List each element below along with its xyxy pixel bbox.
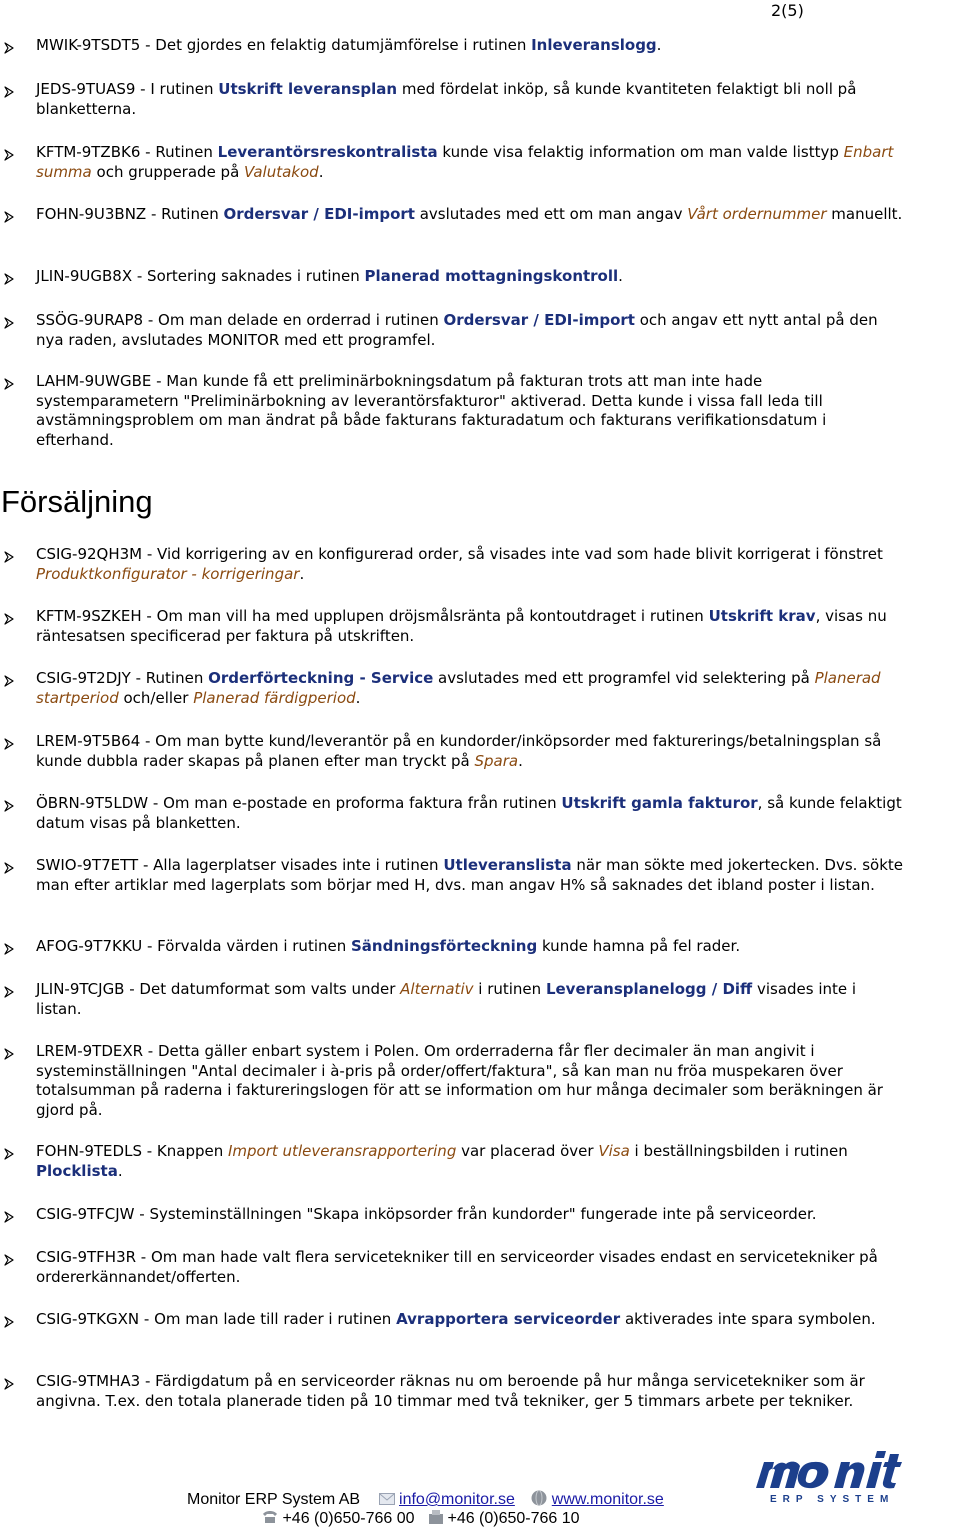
list-item <box>0 36 905 56</box>
text-segment: SWIO-9T7ETT - Alla lagerplatser visades inte i rutinen <box>36 856 444 874</box>
footer-line-2 <box>262 1510 580 1528</box>
text-segment: LREM-9T5B64 - Om man bytte kund/leverantör på en kundorder/inköpsorder med fakturerings/betalningsplan så kunde dubbla rader skapas på planen efter man tryckt på <box>36 732 882 770</box>
field-name: Planerad startperiod <box>36 669 881 707</box>
routine-name: Utskrift krav <box>708 607 816 625</box>
text-segment: AFOG-9T7KKU - Förvalda värden i rutinen <box>36 937 351 955</box>
text-segment: visades inte i listan. <box>36 980 857 1018</box>
item-text <box>36 1372 905 1411</box>
text-segment: JLIN-9UGB8X - Sortering saknades i rutinen <box>36 267 365 285</box>
arrow-bullet-icon <box>3 1252 15 1264</box>
text-segment: JLIN-9TCJGB - Det datumformat som valts under <box>36 980 401 998</box>
routine-name: Leverantörsreskontralista <box>217 143 438 161</box>
text-segment: i beställningsbilden i rutinen <box>629 1142 848 1160</box>
text-segment: CSIG-9TMHA3 - Färdigdatum på en serviceorder räknas nu om beroende på hur många servicetekniker som är angivna. T.ex. den totala planerade tiden på 10 timmar med två tekniker, ger 5 timmars arbete per tekniker. <box>36 1372 865 1410</box>
item-text <box>36 669 905 708</box>
mail-icon <box>379 1493 395 1505</box>
text-segment: kunde hamna på fel rader. <box>537 937 741 955</box>
globe-icon <box>531 1490 547 1506</box>
text-segment: JEDS-9TUAS9 - I rutinen <box>36 80 219 98</box>
arrow-bullet-icon <box>3 1209 15 1221</box>
text-segment: , visas nu räntesatsen specificerad per faktura på utskriften. <box>36 607 887 645</box>
arrow-bullet-icon <box>3 1376 15 1388</box>
text-segment: CSIG-9TKGXN - Om man lade till rader i rutinen <box>36 1310 397 1328</box>
arrow-bullet-icon <box>3 376 15 388</box>
routine-name: Plocklista <box>36 1161 118 1180</box>
item-text <box>36 937 905 957</box>
arrow-bullet-icon <box>3 984 15 996</box>
field-name: Alternativ <box>400 980 474 998</box>
text-segment: aktiverades inte spara symbolen. <box>620 1310 876 1328</box>
text-segment: . <box>518 751 523 770</box>
field-name: Import utleveransrapportering <box>228 1142 457 1160</box>
routine-name: Avrapportera serviceorder <box>396 1310 621 1328</box>
item-text <box>36 980 905 1019</box>
item-text <box>36 1248 905 1287</box>
item-text <box>36 267 905 287</box>
arrow-bullet-icon <box>3 209 15 221</box>
text-segment: FOHN-9U3BNZ - Rutinen <box>36 205 224 223</box>
text-segment: . <box>618 267 623 285</box>
website-link[interactable]: www.monitor.se <box>551 1491 664 1508</box>
arrow-bullet-icon <box>3 1314 15 1326</box>
item-text <box>36 1205 905 1225</box>
item-text <box>36 143 905 182</box>
list-item <box>0 1372 905 1411</box>
text-segment: manuellt. <box>826 205 903 223</box>
text-segment: , så kunde felaktigt datum visas på blanketten. <box>36 794 902 832</box>
text-segment: och angav ett nytt antal på den nya raden, avslutades MONITOR med ett programfel. <box>36 311 878 349</box>
text-segment: KFTM-9SZKEH - Om man vill ha med upplupen dröjsmålsränta på kontoutdraget i rutinen <box>36 607 709 625</box>
arrow-bullet-icon <box>3 271 15 283</box>
item-text <box>36 36 905 56</box>
list-item <box>0 1042 905 1120</box>
text-segment: kunde visa felaktig information om man valde listtyp <box>437 143 844 161</box>
company-name: Monitor ERP System AB <box>187 1491 361 1508</box>
routine-name: Planerad mottagningskontroll <box>364 267 619 285</box>
text-segment: ÖBRN-9T5LDW - Om man e-postade en proforma faktura från rutinen <box>36 794 562 812</box>
routine-name: Ordersvar / EDI-import <box>223 205 415 223</box>
text-segment: . <box>117 1161 123 1180</box>
list-item <box>0 607 905 646</box>
text-segment: avslutades med ett programfel vid selektering på <box>433 669 815 687</box>
item-text <box>36 1310 905 1330</box>
list-item <box>0 205 905 225</box>
arrow-bullet-icon <box>3 860 15 872</box>
footer-line-1 <box>187 1490 664 1509</box>
page-number: 2(5) <box>771 1 804 20</box>
text-segment: CSIG-9TFH3R - Om man hade valt flera servicetekniker till en serviceorder visades endast en servicetekniker på ordererkännandet/offerten. <box>36 1248 878 1286</box>
list-item <box>0 1248 905 1287</box>
field-name: Planerad färdigperiod <box>193 688 356 707</box>
text-segment: i rutinen <box>473 980 546 998</box>
routine-name: Orderförteckning - Service <box>208 669 434 687</box>
item-text <box>36 1142 905 1181</box>
text-segment: . <box>656 36 662 54</box>
email-link[interactable]: info@monitor.se <box>399 1491 515 1508</box>
text-segment: . <box>318 162 324 181</box>
routine-name: Leveransplanelogg / Diff <box>545 980 753 998</box>
phone-icon <box>262 1510 278 1524</box>
arrow-bullet-icon <box>3 798 15 810</box>
routine-name: Inleveranslogg <box>531 36 657 54</box>
arrow-bullet-icon <box>3 549 15 561</box>
arrow-bullet-icon <box>3 736 15 748</box>
arrow-bullet-icon <box>3 147 15 159</box>
fax-number: +46 (0)650-766 10 <box>447 1510 580 1527</box>
phone-number: +46 (0)650-766 00 <box>282 1510 415 1527</box>
field-name: Vårt ordernummer <box>687 205 827 223</box>
routine-name: Sändningsförteckning <box>351 937 538 955</box>
text-segment: när man sökte med jokertecken. Dvs. sökte man efter artiklar med lagerplats som börjar med H, dvs. man angav H% så saknades det ibland poster i listan. <box>36 856 903 894</box>
routine-name: Utleveranslista <box>443 856 572 874</box>
field-name: Spara <box>474 751 519 770</box>
text-segment: MWIK-9TSDT5 - Det gjordes en felaktig datumjämförelse i rutinen <box>36 36 532 54</box>
fax-icon <box>429 1510 443 1524</box>
arrow-bullet-icon <box>3 1046 15 1058</box>
list-item <box>0 311 905 350</box>
list-item <box>0 980 905 1019</box>
routine-name: Ordersvar / EDI-import <box>443 311 635 329</box>
field-name: Valutakod <box>244 162 319 181</box>
list-item <box>0 143 905 182</box>
item-text <box>36 545 905 584</box>
text-segment: var placerad över <box>456 1142 599 1160</box>
field-name: Enbart summa <box>36 143 894 181</box>
list-item <box>0 732 905 771</box>
text-segment: LREM-9TDEXR - Detta gäller enbart system i Polen. Om orderraderna får fler decimaler än man angivit i systeminställningen "Antal decimaler i à-pris på order/offert/faktura", så kan man nu fröa muspekaren över totalsumman på raderna i faktureringslogen för att se information om hur många decimaler som beräkningen är gjord på. <box>36 1042 883 1119</box>
text-segment: avslutades med ett om man angav <box>414 205 688 223</box>
text-segment: CSIG-9TFCJW - Systeminställningen "Skapa inköpsorder från kundorder" fungerade inte på serviceorder. <box>36 1205 817 1223</box>
routine-name: Utskrift gamla fakturor <box>561 794 758 812</box>
field-name: Produktkonfigurator - korrigeringar <box>36 564 300 583</box>
text-segment: med fördelat inköp, så kunde kvantiteten felaktigt bli noll på blanketterna. <box>36 80 857 118</box>
field-name: Visa <box>598 1142 630 1160</box>
arrow-bullet-icon <box>3 84 15 96</box>
list-item <box>0 267 905 287</box>
text-segment: och/eller <box>118 688 194 707</box>
text-segment: CSIG-92QH3M - Vid korrigering av en konfigurerad order, så visades inte vad som hade blivit korrigerat i fönstret <box>36 545 883 563</box>
list-item <box>0 794 905 833</box>
item-text <box>36 794 905 833</box>
item-text <box>36 1042 905 1120</box>
list-item <box>0 545 905 584</box>
section-heading: Försäljning <box>1 484 153 519</box>
item-text <box>36 732 905 771</box>
list-item <box>0 856 905 895</box>
text-segment: CSIG-9T2DJY - Rutinen <box>36 669 209 687</box>
item-text <box>36 311 905 350</box>
item-text <box>36 80 905 119</box>
arrow-bullet-icon <box>3 40 15 52</box>
text-segment: och grupperade på <box>91 162 245 181</box>
list-item <box>0 937 905 957</box>
text-segment: FOHN-9TEDLS - Knappen <box>36 1142 228 1160</box>
item-text <box>36 372 905 450</box>
list-item <box>0 669 905 708</box>
page-footer <box>0 1482 960 1529</box>
item-text <box>36 607 905 646</box>
list-item <box>0 1310 905 1330</box>
routine-name: Utskrift leveransplan <box>218 80 398 98</box>
logo-subtitle: ERP SYSTEM <box>770 1494 895 1505</box>
text-segment: SSÖG-9URAP8 - Om man delade en orderrad i rutinen <box>36 311 444 329</box>
item-text <box>36 856 905 895</box>
list-item <box>0 80 905 119</box>
arrow-bullet-icon <box>3 315 15 327</box>
text-segment: . <box>355 688 361 707</box>
text-segment: KFTM-9TZBK6 - Rutinen <box>36 143 218 161</box>
text-segment: . <box>299 564 305 583</box>
arrow-bullet-icon <box>3 611 15 623</box>
text-segment: LAHM-9UWGBE - Man kunde få ett preliminärbokningsdatum på fakturan trots att man inte hade systemparametern "Preliminärbokning av leverantörsfakturor" aktiverad. Detta kunde i vissa fall leda till avstämningsproblem om man ändrat på både fakturans fakturadatum och fakturans verifikationsdatum i efterhand. <box>36 372 827 449</box>
list-item <box>0 1142 905 1181</box>
arrow-bullet-icon <box>3 1146 15 1158</box>
list-item <box>0 372 905 450</box>
arrow-bullet-icon <box>3 941 15 953</box>
item-text <box>36 205 905 225</box>
list-item <box>0 1205 905 1225</box>
arrow-bullet-icon <box>3 673 15 685</box>
